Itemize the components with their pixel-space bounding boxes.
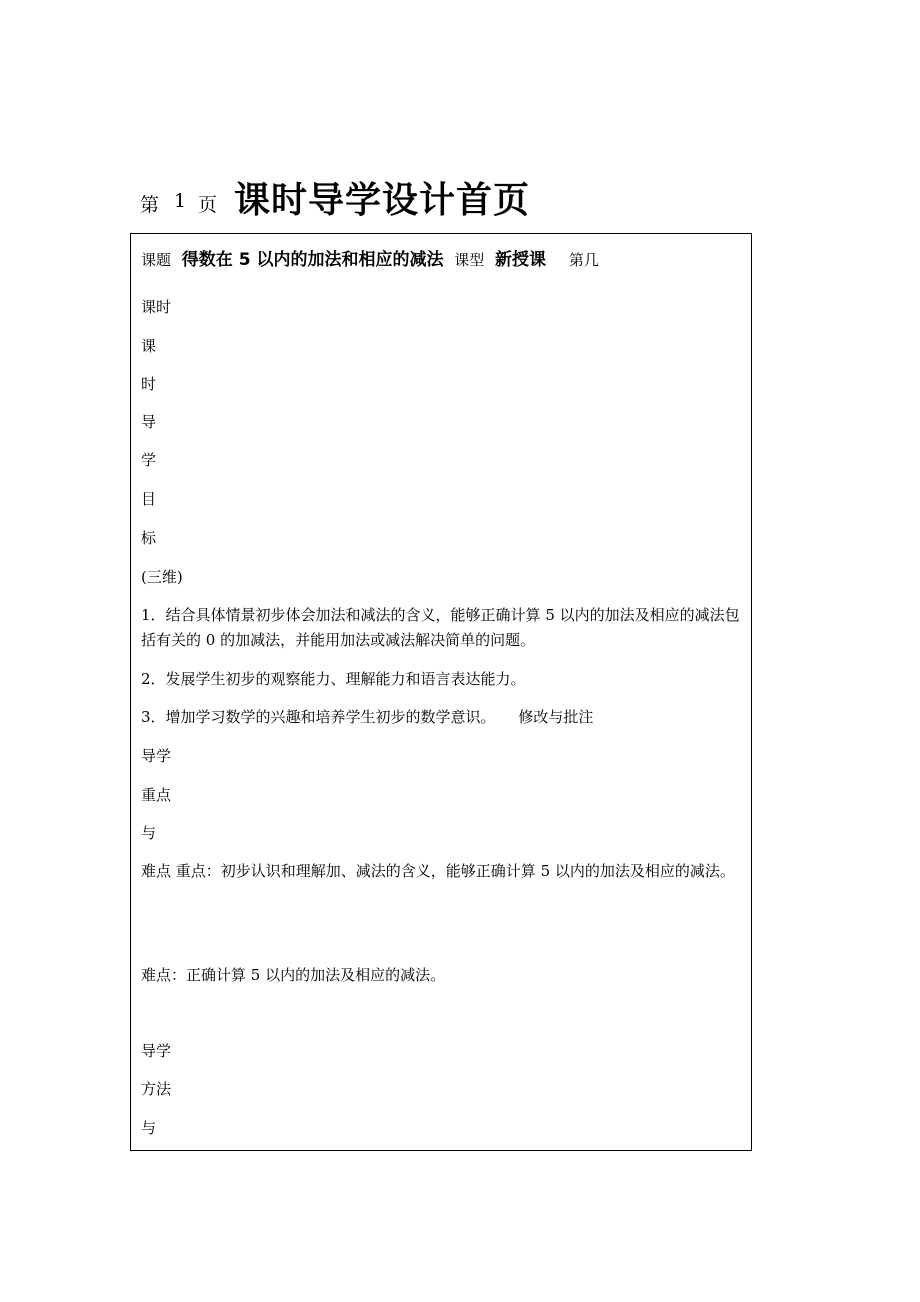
key-points-label: 重点: [141, 786, 172, 804]
page-prefix: 第: [140, 194, 160, 216]
lesson-info-row: [141, 250, 599, 270]
objective-item-3: 3．增加学习数学的兴趣和培养学生初步的数学意识。: [141, 708, 496, 726]
topic-label: 课题: [141, 251, 172, 269]
key-points-label: 导学: [141, 747, 172, 765]
objectives-label-char: 学: [141, 451, 157, 469]
key-points-label: 难点: [141, 862, 172, 880]
page-number: 1: [174, 190, 187, 212]
topic-value: 得数在 5 以内的加法和相应的减法: [181, 250, 444, 270]
objective-item-2: 2．发展学生初步的观察能力、理解能力和语言表达能力。: [141, 670, 526, 688]
objectives-label-suffix: (三维): [141, 568, 183, 586]
objective-item-3-row: [141, 707, 593, 727]
type-label: 课型: [454, 251, 485, 269]
revision-note-label: 修改与批注: [518, 708, 594, 726]
page-title: 课时导学设计首页: [234, 180, 531, 221]
methods-label: 与: [141, 1119, 157, 1137]
objectives-label-char: 时: [141, 375, 157, 393]
methods-label: 方法: [141, 1080, 172, 1098]
page-suffix: 页: [198, 194, 218, 216]
key-difficulty-text: 难点：正确计算 5 以内的加法及相应的减法。: [141, 966, 446, 984]
objective-item-1: 1．结合具体情景初步体会加法和减法的含义，能够正确计算 5 以内的加法及相应的减法包括有关的 0 的加减法，并能用加法或减法解决简单的问题。: [141, 606, 740, 649]
type-value: 新授课: [495, 250, 547, 270]
key-points-label: 与: [141, 824, 157, 842]
objectives-label-char: 目: [141, 490, 157, 508]
objectives-label-char: 课: [141, 337, 157, 355]
lesson-design-table: [130, 233, 752, 1151]
period-label-start: 第几: [568, 251, 599, 269]
objectives-label-char: 标: [141, 529, 157, 547]
key-focus-text: 重点：初步认识和理解加、减法的含义，能够正确计算 5 以内的加法及相应的减法。: [175, 862, 735, 880]
period-label-end: 课时: [141, 298, 172, 316]
methods-label: 导学: [141, 1042, 172, 1060]
key-points-focus-row: [141, 859, 745, 884]
objectives-label-char: 导: [141, 413, 157, 431]
